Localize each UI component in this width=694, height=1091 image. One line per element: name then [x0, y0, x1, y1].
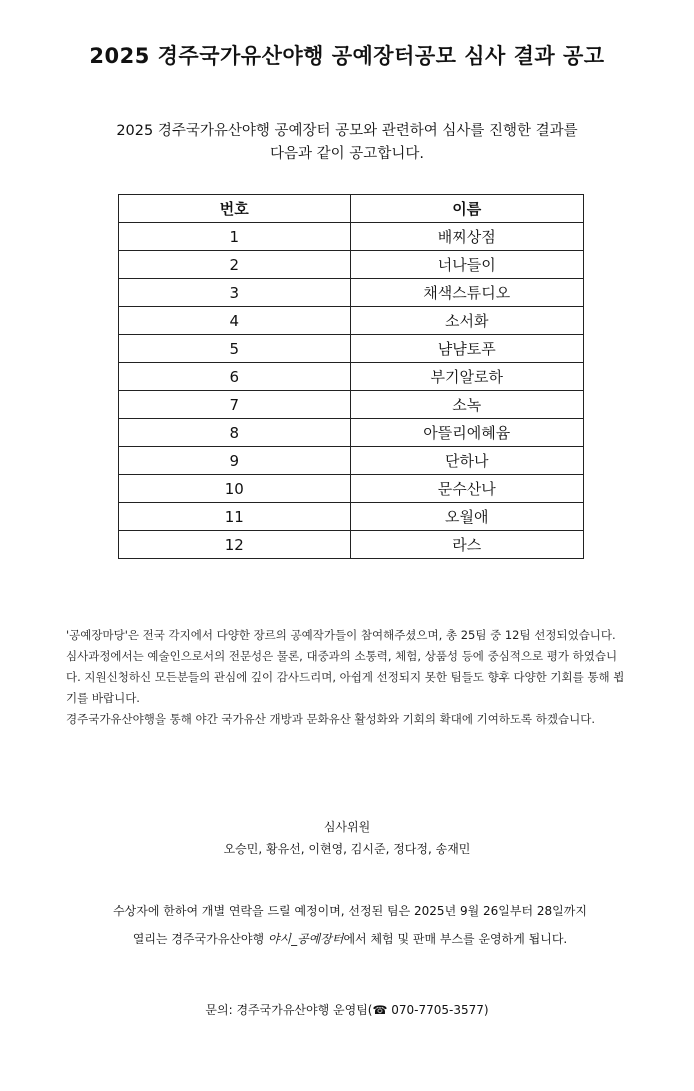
table-row: [119, 447, 584, 475]
table-row: [119, 307, 584, 335]
table-header-row: [119, 195, 584, 223]
row-name: 채색스튜디오: [350, 279, 584, 307]
intro-line-1: 2025 경주국가유산야행 공예장터 공모와 관련하여 심사를 진행한 결과를: [116, 123, 578, 139]
row-name: 아뜰리에혜윰: [350, 419, 584, 447]
row-number: 10: [119, 475, 351, 503]
header-number: 번호: [119, 195, 351, 223]
venue-name: 야시_공예장터: [267, 932, 344, 946]
row-name: 문수산나: [350, 475, 584, 503]
row-name: 너나들이: [350, 251, 584, 279]
committee-title: 심사위원: [323, 820, 371, 834]
table-row: [119, 279, 584, 307]
table-row: [119, 475, 584, 503]
table-row: [119, 391, 584, 419]
page-title: 2025 경주국가유산야행 공예장터공모 심사 결과 공고: [89, 44, 605, 68]
row-number: 9: [119, 447, 351, 475]
table-row: [119, 363, 584, 391]
table-row: [119, 531, 584, 559]
winners-line-2: [60, 925, 640, 953]
row-name: 배찌상점: [350, 223, 584, 251]
winners-line-2-pre: 열리는 경주국가유산야행: [132, 932, 268, 946]
row-number: 7: [119, 391, 351, 419]
intro-text: [40, 120, 654, 166]
row-number: 8: [119, 419, 351, 447]
table-row: [119, 335, 584, 363]
row-number: 6: [119, 363, 351, 391]
committee-members: 오승민, 황유선, 이현영, 김시준, 정다정, 송재민: [223, 842, 471, 856]
row-name: 라스: [350, 531, 584, 559]
row-name: 오월애: [350, 503, 584, 531]
row-number: 5: [119, 335, 351, 363]
phone-icon: ☎: [372, 1003, 388, 1017]
row-number: 11: [119, 503, 351, 531]
header-name: 이름: [350, 195, 584, 223]
table-row: [119, 419, 584, 447]
notice-paragraph-2: 경주국가유산야행을 통해 야간 국가유산 개방과 문화유산 활성화와 기회의 확대에 기여하도록 하겠습니다.: [66, 712, 596, 726]
row-number: 2: [119, 251, 351, 279]
table-row: [119, 503, 584, 531]
row-number: 4: [119, 307, 351, 335]
row-name: 부기알로하: [350, 363, 584, 391]
row-number: 1: [119, 223, 351, 251]
row-name: 냠냠토푸: [350, 335, 584, 363]
row-name: 소녹: [350, 391, 584, 419]
row-name: 소서화: [350, 307, 584, 335]
notice-text: [66, 625, 630, 730]
row-number: 3: [119, 279, 351, 307]
notice-paragraph-1: '공예장마당'은 전국 각지에서 다양한 장르의 공예작가들이 참여해주셨으며, 총 25팀 중 12팀 선정되었습니다. 심사과정에서는 예술인으로서의 전문성은 물론, 대중과의 소통력, 체험, 상품성 등에 중심적으로 평가 하였습니다. 지원신청하신 모든분들의 관심에 깊이 감사드리며, 아쉽게 선정되지 못한 팀들도 향후 다양한 기회를 통해 뵙기를 바랍니다.: [66, 628, 625, 705]
winners-line-2-post: 에서 체험 및 판매 부스를 운영하게 됩니다.: [343, 932, 568, 946]
winners-line-1: 수상자에 한하여 개별 연락을 드릴 예정이며, 선정된 팀은 2025년 9월 26일부터 28일까지: [113, 904, 587, 918]
winners-notice: [60, 897, 640, 953]
intro-line-2: 다음과 같이 공고합니다.: [270, 146, 424, 162]
row-name: 단하나: [350, 447, 584, 475]
contact-number: 070-7705-3577): [387, 1003, 489, 1017]
table-row: [119, 223, 584, 251]
results-table: [118, 194, 584, 559]
contact-label: 문의: 경주국가유산야행 운영팀(: [205, 1003, 373, 1017]
table-row: [119, 251, 584, 279]
row-number: 12: [119, 531, 351, 559]
contact-info: [0, 1001, 694, 1018]
